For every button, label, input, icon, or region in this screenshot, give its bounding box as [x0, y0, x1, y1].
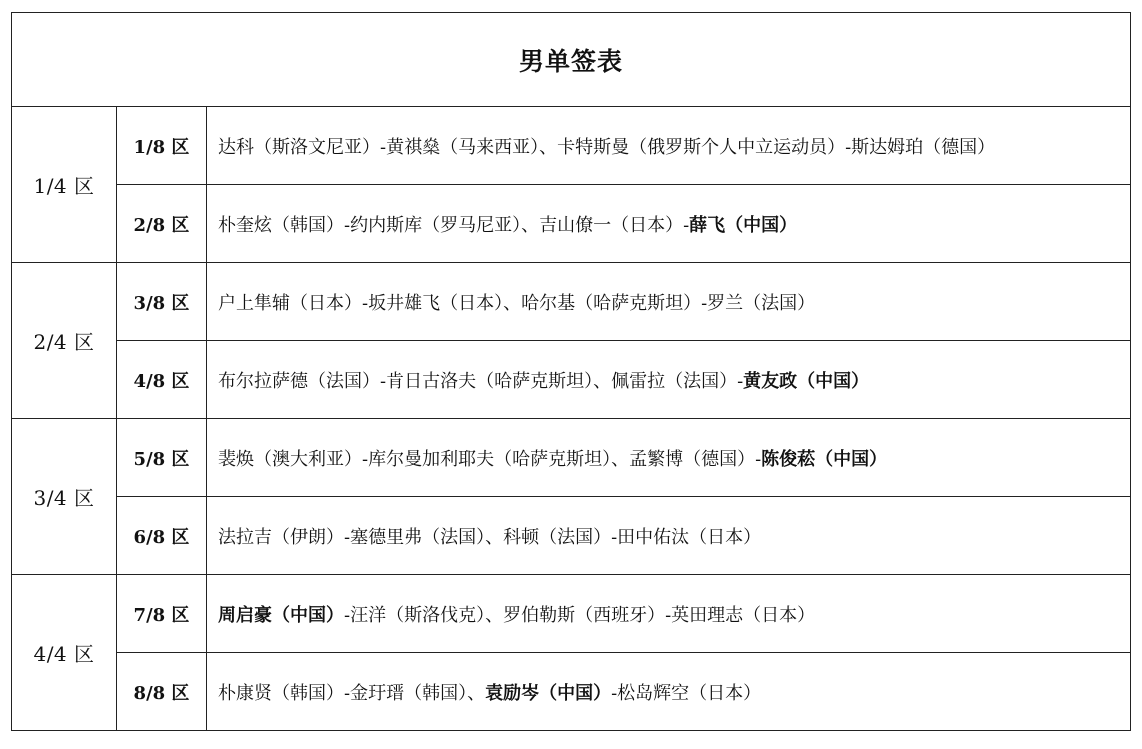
matchup-text: 法拉吉（伊朗）-塞德里弗（法国）、科顿（法国）-田中佑汰（日本）	[218, 526, 762, 548]
quarter-label: 3/4 区	[12, 419, 117, 575]
matchup-text: 朴奎炫（韩国）-约内斯库（罗马尼亚）、吉山僚一（日本）-	[218, 214, 690, 236]
eighth-label: 2/8 区	[117, 185, 207, 263]
eighth-label: 8/8 区	[117, 653, 207, 731]
matchup-text: 朴康贤（韩国）-金玗瑨（韩国）、	[218, 682, 486, 704]
draw-row	[12, 497, 1131, 575]
matchup-text: 达科（斯洛文尼亚）-黄祺燊（马来西亚）、卡特斯曼（俄罗斯个人中立运动员）-斯达姆珀（德国）	[218, 136, 996, 158]
draw-row	[12, 107, 1131, 185]
matchup-line	[207, 263, 1131, 341]
matchup-text: 裴焕（澳大利亚）-库尔曼加利耶夫（哈萨克斯坦）、孟繁博（德国）-	[218, 448, 762, 470]
quarter-label: 2/4 区	[12, 263, 117, 419]
draw-row	[12, 575, 1131, 653]
matchup-line	[207, 419, 1131, 497]
matchup-line	[207, 185, 1131, 263]
eighth-label: 1/8 区	[117, 107, 207, 185]
chinese-player-highlight: 周启豪（中国）	[218, 604, 344, 626]
draw-row	[12, 341, 1131, 419]
eighth-label: 7/8 区	[117, 575, 207, 653]
draw-row	[12, 653, 1131, 731]
draw-table	[11, 12, 1131, 731]
matchup-line	[207, 575, 1131, 653]
chinese-player-highlight: 袁励岑（中国）	[485, 682, 612, 704]
quarter-label: 4/4 区	[12, 575, 117, 731]
chinese-player-highlight: 黄友政（中国）	[743, 370, 870, 392]
quarter-label: 1/4 区	[12, 107, 117, 263]
eighth-label: 3/8 区	[117, 263, 207, 341]
draw-row	[12, 185, 1131, 263]
eighth-label: 5/8 区	[117, 419, 207, 497]
matchup-text: 户上隼辅（日本）-坂井雄飞（日本）、哈尔基（哈萨克斯坦）-罗兰（法国）	[218, 292, 816, 314]
matchup-text: -汪洋（斯洛伐克）、罗伯勒斯（西班牙）-英田理志（日本）	[344, 604, 816, 626]
eighth-label: 6/8 区	[117, 497, 207, 575]
draw-row	[12, 419, 1131, 497]
chinese-player-highlight: 陈俊菘（中国）	[761, 448, 888, 470]
title-row	[12, 13, 1131, 107]
matchup-line	[207, 341, 1131, 419]
table-title: 男单签表	[12, 13, 1131, 107]
matchup-line	[207, 107, 1131, 185]
matchup-line	[207, 653, 1131, 731]
draw-row	[12, 263, 1131, 341]
matchup-line	[207, 497, 1131, 575]
matchup-text: 布尔拉萨德（法国）-肯日古洛夫（哈萨克斯坦）、佩雷拉（法国）-	[218, 370, 744, 392]
matchup-text: -松岛辉空（日本）	[611, 682, 762, 704]
chinese-player-highlight: 薛飞（中国）	[689, 214, 798, 236]
eighth-label: 4/8 区	[117, 341, 207, 419]
